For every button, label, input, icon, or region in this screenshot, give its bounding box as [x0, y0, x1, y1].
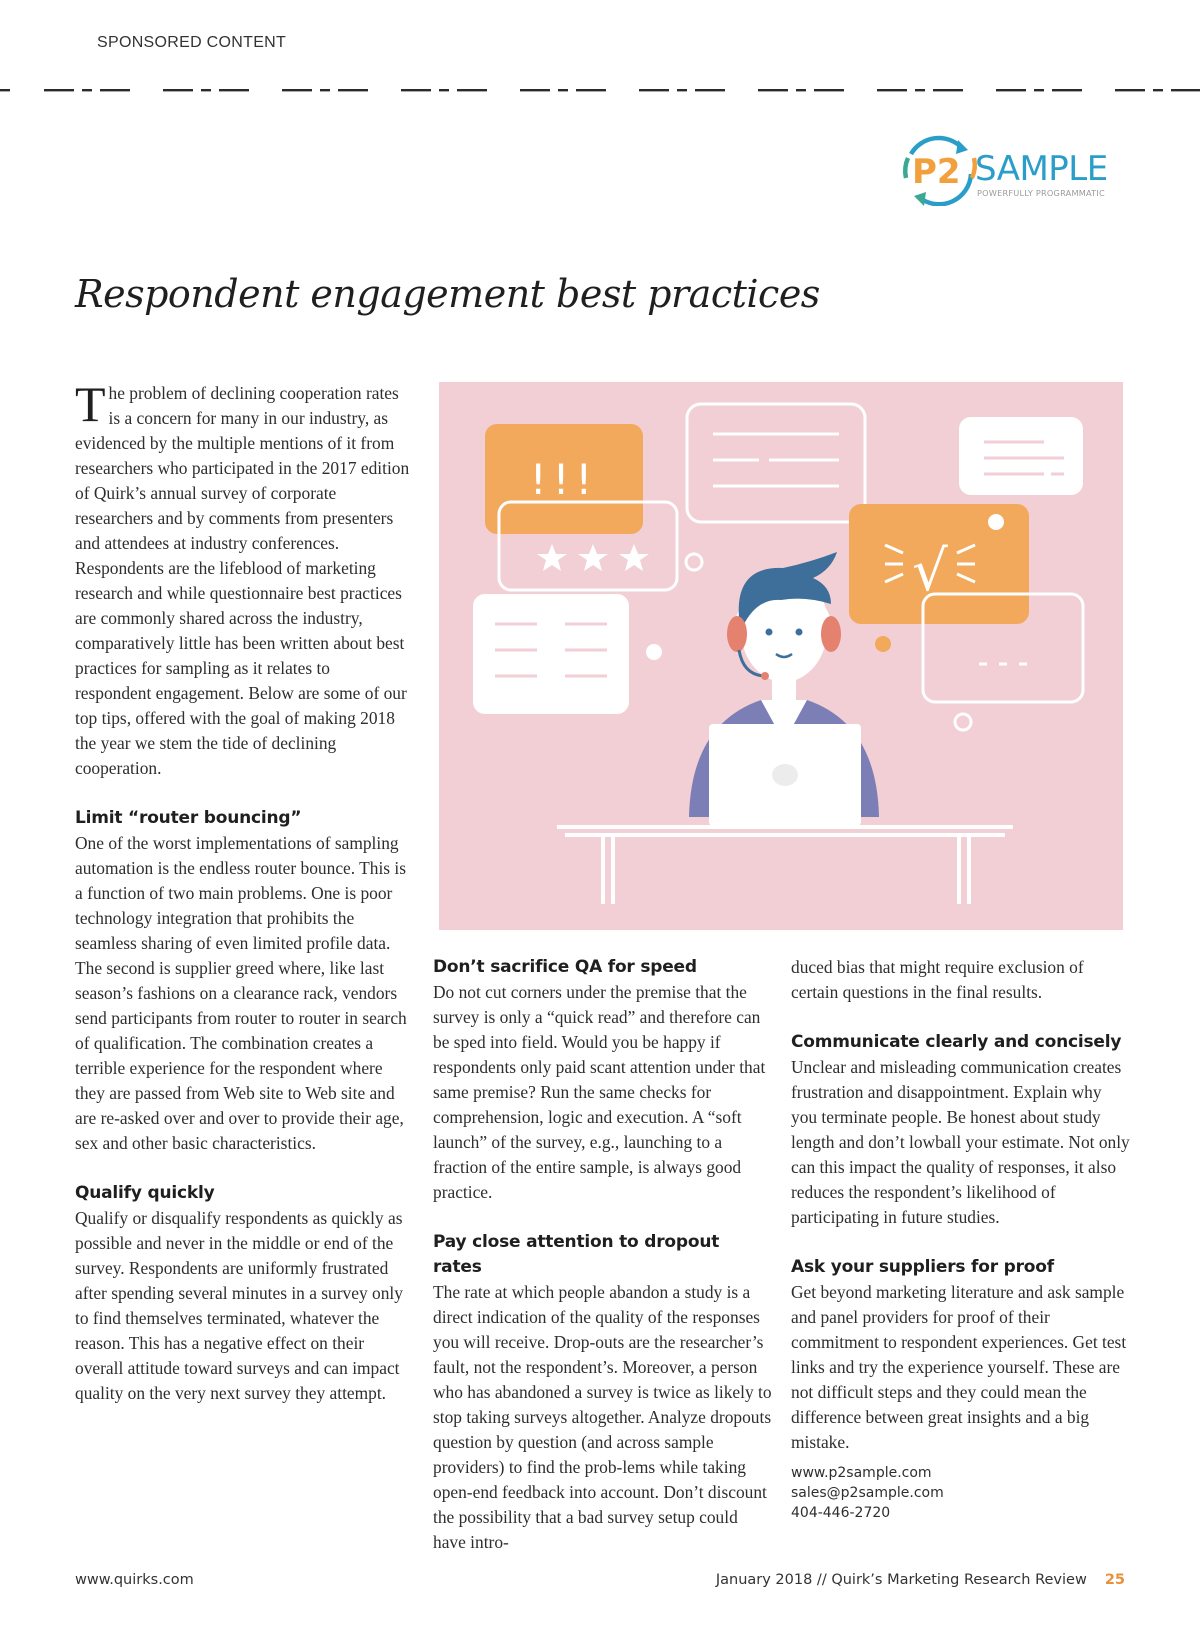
sponsored-content-label: SPONSORED CONTENT	[97, 34, 287, 51]
section-body: Qualify or disqualify respondents as quickly as possible and never in the middle or end of the survey. Respondents are uniformly frustrated after spending several minutes in a survey only to find themselves terminated, whatever the reason. This has a negative effect on their overall attitude toward surveys and can impact quality on the very next survey they attempt.	[75, 1208, 403, 1403]
page-number: 25	[1104, 1572, 1125, 1588]
drop-cap: T	[75, 376, 106, 432]
section-heading: Limit “router bouncing”	[75, 808, 302, 828]
section-body: Unclear and misleading communication creates frustration and disappointment. Explain why you terminate people. Be honest about study length and don’t lowball your estimate. Not only can this impact the quality of responses, it also reduces the respondent’s likelihood of participating in future studies.	[791, 1057, 1130, 1227]
section-router-bouncing	[75, 806, 410, 1156]
section-qualify-quickly	[75, 1181, 410, 1406]
p2sample-logo	[896, 128, 1128, 206]
text-bubble-right	[959, 417, 1083, 495]
footer-publication-label: January 2018 // Quirk’s Marketing Research Review	[715, 1572, 1087, 1588]
dashed-header-rule	[0, 86, 1200, 94]
section-body-tail: Don’t discount the possibility that a bad survey setup could have intro-	[433, 1482, 767, 1552]
laptop-icon	[709, 724, 861, 826]
logo-mark: P2	[912, 152, 961, 192]
intro-text: he problem of declining cooperation rates is a concern for many in our industry, as evidenced by the multiple mentions of it from researchers who participated in the 2017 edition of Quirk’s annual survey of corporate researchers and by comments from presenters and attendees at industry conferences. Respondents are the lifeblood of marketing research and while questionnaire best practices are commonly shared across the industry, comparatively little has been written about best practices for sampling as it relates to respondent engagement. Below are some of our top tips, offered with the goal of making 2018 the year we stem the tide of declining cooperation.	[75, 383, 410, 778]
footer-website-link[interactable]: www.quirks.com	[75, 1572, 194, 1588]
column-2	[433, 955, 773, 1555]
logo-tagline: POWERFULLY PROGRAMMATIC	[977, 188, 1105, 198]
section-body: Do not cut corners under the premise that the survey is only a “quick read” and therefore can be sped into field. Would you be happy if respondents only paid scant attention under that same premise? Run the same checks for comprehension, logic and execution. A “soft launch” of the survey, e.g., launching to a fraction of the entire sample, is always good practice.	[433, 982, 766, 1202]
section-qa-speed	[433, 955, 773, 1205]
section-heading: Communicate clearly and concisely	[791, 1032, 1122, 1052]
section-body: One of the worst implementations of sampling automation is the endless router bounce. This is a function of two main problems. One is poor technology integration that prohibits the seamless sharing of even limited profile data. The second is supplier greed where, like last season’s fashions on a clearance rack, vendors send participants from router to router in search of qualification. The combination creates a terrible experience for the respondent where they are passed from Web site to Web site and are re-asked over and over to provide their age, sex and other basic characteristics.	[75, 833, 407, 1153]
column-1	[75, 376, 410, 1406]
section-heading: Ask your suppliers for proof	[791, 1257, 1054, 1277]
article-title: Respondent engagement best practices	[75, 272, 820, 316]
alert-bubble	[485, 424, 643, 534]
section-body: The rate at which people abandon a study is a direct indication of the quality of the responses you will receive. Drop-outs are the researcher’s fault, not the respondent’s. Moreover, a person who has abandoned a survey is twice as likely to stop taking surveys altogether. Analyze dropouts question by question (and across sample providers) to find the prob-lems while taking open-end feedback into account. Don’t discount the possibility that a bad survey setup could have intro-	[433, 1282, 772, 1552]
column-3	[791, 955, 1131, 1523]
contact-website-link[interactable]: www.p2sample.com	[791, 1465, 932, 1481]
text-bubble-left	[473, 594, 629, 714]
footer-publication	[716, 1572, 1125, 1588]
section-heading: Don’t sacrifice QA for speed	[433, 957, 697, 977]
section-heading: Qualify quickly	[75, 1183, 215, 1203]
section-heading: Pay close attention to dropout rates	[433, 1232, 720, 1277]
check-icon: √	[912, 539, 948, 604]
section-dropout-continued: duced bias that might require exclusion of certain questions in the final results.	[791, 957, 1084, 1002]
section-communicate	[791, 1030, 1131, 1230]
contact-phone: 404-446-2720	[791, 1505, 891, 1521]
logo-word: SAMPLE	[975, 149, 1108, 189]
contact-block	[791, 1463, 1131, 1523]
section-dropout-rates	[433, 1230, 773, 1555]
customer-support-illustration	[439, 382, 1123, 930]
section-ask-proof	[791, 1255, 1131, 1455]
contact-email-link[interactable]: sales@p2sample.com	[791, 1485, 944, 1501]
section-body: Get beyond marketing literature and ask sample and panel providers for proof of their commitment to respondent experiences. Get test links and try the experience yourself. These are not difficult steps and they could mean the difference between great insights and a big mistake.	[791, 1282, 1127, 1452]
intro-paragraph	[75, 376, 410, 781]
headset-icon	[727, 616, 747, 652]
alert-text: !!!	[529, 455, 599, 504]
